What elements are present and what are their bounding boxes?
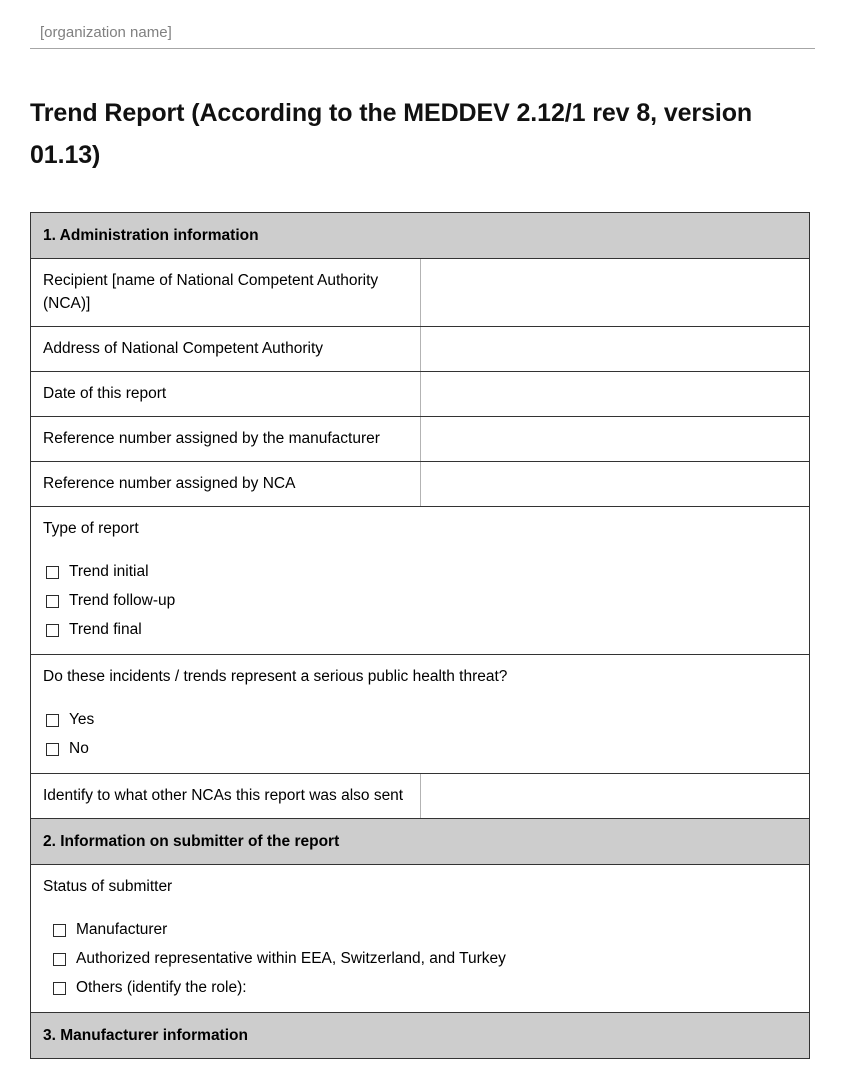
checkbox-icon[interactable] (46, 624, 59, 637)
field-value-address[interactable] (421, 327, 810, 372)
header-divider (30, 48, 815, 49)
section-header-administration (31, 213, 810, 259)
field-label-address: Address of National Competent Authority (31, 327, 421, 372)
checkbox-option-trend-initial[interactable] (43, 562, 797, 582)
organization-name-placeholder: [organization name] (40, 24, 172, 41)
field-label-date-of-report: Date of this report (31, 372, 421, 417)
section-header-manufacturer (31, 1013, 810, 1059)
checkbox-label: Yes (69, 711, 95, 728)
health-threat-cell (31, 655, 810, 774)
table-row (31, 259, 810, 327)
table-row (31, 417, 810, 462)
field-value-reference-nca[interactable] (421, 462, 810, 507)
checkbox-option-authorized-representative[interactable] (43, 949, 797, 969)
trend-report-form-table (30, 212, 810, 1059)
field-value-reference-manufacturer[interactable] (421, 417, 810, 462)
type-of-report-options (43, 562, 797, 640)
checkbox-label: No (69, 740, 89, 757)
section-heading-text: 2. Information on submitter of the report (31, 819, 810, 865)
table-row (31, 372, 810, 417)
table-row-health-threat (31, 655, 810, 774)
checkbox-option-trend-follow-up[interactable] (43, 591, 797, 611)
checkbox-icon[interactable] (53, 953, 66, 966)
section-header-submitter (31, 819, 810, 865)
checkbox-option-manufacturer[interactable] (43, 920, 797, 940)
checkbox-icon[interactable] (53, 982, 66, 995)
checkbox-icon[interactable] (46, 714, 59, 727)
checkbox-label: Authorized representative within EEA, Switzerland, and Turkey (76, 950, 506, 967)
checkbox-option-yes[interactable] (43, 710, 797, 730)
health-threat-question: Do these incidents / trends represent a serious public health threat? (43, 668, 508, 685)
document-running-header (0, 0, 846, 52)
status-of-submitter-cell (31, 865, 810, 1013)
checkbox-label: Others (identify the role): (76, 979, 247, 996)
table-row (31, 462, 810, 507)
checkbox-label: Trend initial (69, 563, 149, 580)
checkbox-option-trend-final[interactable] (43, 620, 797, 640)
table-row-type-of-report (31, 507, 810, 655)
field-value-recipient[interactable] (421, 259, 810, 327)
checkbox-icon[interactable] (46, 566, 59, 579)
field-value-date-of-report[interactable] (421, 372, 810, 417)
checkbox-option-no[interactable] (43, 739, 797, 759)
checkbox-label: Trend final (69, 621, 142, 638)
page-title: Trend Report (According to the MEDDEV 2.12/1 rev 8, version 01.13) (30, 99, 753, 169)
status-of-submitter-options (43, 920, 797, 998)
health-threat-options (43, 710, 797, 759)
section-heading-text: 1. Administration information (31, 213, 810, 259)
checkbox-label: Trend follow-up (69, 592, 176, 609)
type-of-report-cell (31, 507, 810, 655)
field-value-other-ncas[interactable] (421, 774, 810, 819)
field-label-recipient: Recipient [name of National Competent Authority (NCA)] (31, 259, 421, 327)
table-row-status-of-submitter (31, 865, 810, 1013)
table-row (31, 774, 810, 819)
field-label-reference-nca: Reference number assigned by NCA (31, 462, 421, 507)
type-of-report-question: Type of report (43, 520, 139, 537)
section-heading-text: 3. Manufacturer information (31, 1013, 810, 1059)
field-label-reference-manufacturer: Reference number assigned by the manufacturer (31, 417, 421, 462)
checkbox-icon[interactable] (53, 924, 66, 937)
status-of-submitter-question: Status of submitter (43, 878, 173, 895)
field-label-other-ncas: Identify to what other NCAs this report was also sent (31, 774, 421, 819)
checkbox-label: Manufacturer (76, 921, 168, 938)
table-row (31, 327, 810, 372)
checkbox-icon[interactable] (46, 595, 59, 608)
checkbox-option-others[interactable] (43, 978, 797, 998)
checkbox-icon[interactable] (46, 743, 59, 756)
